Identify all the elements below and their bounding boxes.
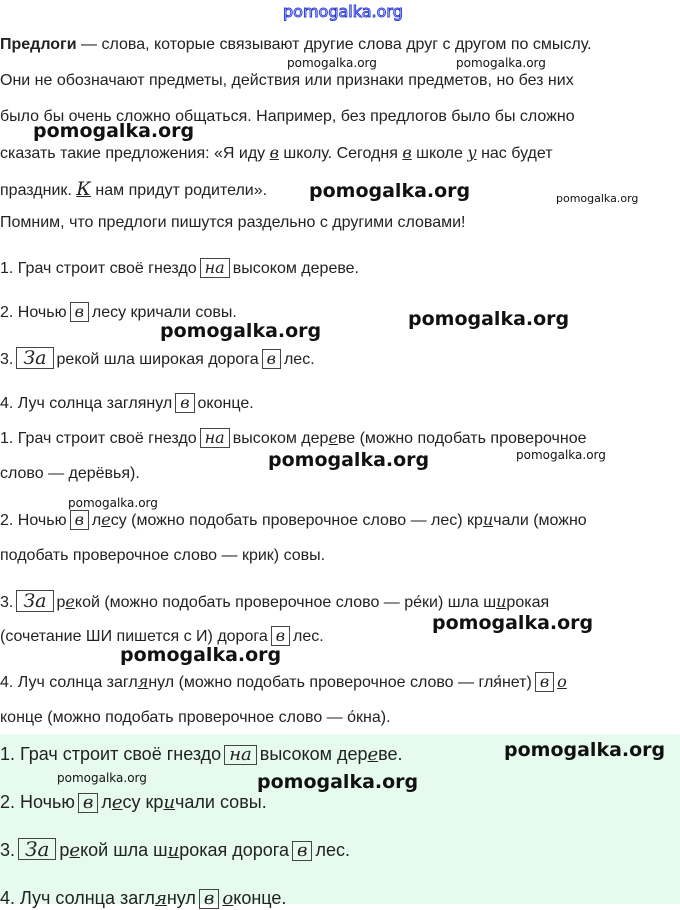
vowel: о [557, 672, 567, 691]
watermark: pomogalka.org [556, 192, 639, 205]
preposition-box: За [16, 347, 53, 369]
text: школу. Сегодня [278, 145, 403, 162]
watermark: pomogalka.org [257, 771, 419, 793]
watermark: pomogalka.org [68, 496, 158, 510]
text: 4. Луч солнца заглянул [0, 395, 173, 412]
text: 1. Грач строит своё гнездо [0, 260, 197, 277]
preposition: в [269, 143, 279, 162]
explained-sentence-1 [0, 427, 587, 450]
text: 4. Луч солнца загл [0, 888, 155, 908]
text: ве (можно подобать проверочное [337, 430, 587, 447]
text: лес. [293, 628, 324, 645]
preposition: в [402, 143, 412, 162]
preposition-box: в [78, 793, 98, 813]
explained-sentence-2-cont: подобать проверочное слово — крик) совы. [0, 547, 326, 564]
watermark: pomogalka.org [516, 448, 606, 462]
preposition: у [467, 143, 477, 162]
answer-sentence-3 [0, 838, 350, 862]
explained-sentence-1-cont: слово — дерёвья). [0, 465, 140, 482]
text: рекой шла широкая дорога [56, 351, 259, 368]
task-sentence-3 [0, 347, 315, 371]
text: праздник. [0, 182, 77, 199]
task-sentence-4 [0, 393, 254, 415]
text: чали (можно [493, 512, 587, 529]
text: 1. Грач строит своё гнездо [0, 430, 197, 447]
text: высоком дереве. [232, 260, 359, 277]
text: рокая дорога [179, 840, 289, 860]
watermark: pomogalka.org [57, 771, 147, 785]
intro-line-2: Они не обозначают предметы, действия или признаки предметов, но без них [0, 72, 574, 89]
text: 3. [0, 840, 16, 860]
text: нул [166, 888, 196, 908]
text: нас будет [476, 145, 553, 162]
text: школе [411, 145, 468, 162]
watermark: pomogalka.org [456, 56, 546, 70]
text: су (можно подобать проверочное слово — лес) кр [110, 512, 483, 529]
vowel: и [496, 592, 507, 611]
text: лес. [283, 351, 315, 368]
watermark: pomogalka.org [309, 180, 471, 202]
text: (сочетание ШИ пишется с И) дорога [0, 628, 268, 645]
preposition-box: в [271, 626, 290, 646]
watermark: pomogalka.org [432, 612, 594, 634]
text: су кр [122, 792, 164, 812]
vowel: я [137, 672, 149, 691]
preposition-box: в [175, 393, 194, 413]
text: 3. [0, 594, 14, 611]
vowel: о [222, 888, 234, 909]
preposition-box: в [292, 841, 312, 861]
preposition-box: в [70, 510, 89, 530]
preposition-box: в [199, 889, 219, 909]
preposition-box: на [224, 745, 257, 765]
answer-sentence-1 [0, 743, 403, 766]
watermark: pomogalka.org [33, 120, 195, 142]
vowel: и [482, 510, 494, 529]
answer-sentence-2 [0, 791, 267, 814]
vowel: е [111, 792, 123, 813]
text: высоком дер [232, 430, 329, 447]
explained-sentence-3 [0, 590, 549, 614]
intro-line-5 [0, 178, 680, 202]
text: чали совы. [175, 792, 267, 812]
text: 2. Ночью [0, 304, 67, 321]
explained-sentence-4 [0, 671, 567, 694]
watermark: pomogalka.org [504, 739, 666, 761]
text: лесу кричали совы. [91, 304, 237, 321]
text: высоком дер [259, 744, 368, 764]
text: 1. Грач строит своё гнездо [0, 744, 222, 764]
watermark: pomogalka.org [268, 449, 430, 471]
watermark: pomogalka.org [120, 644, 282, 666]
preposition-box: в [535, 672, 554, 692]
intro-line-6: Помним, что предлоги пишутся раздельно с другими словами! [0, 214, 466, 231]
text: л [101, 792, 112, 812]
task-sentence-2 [0, 302, 237, 324]
text: 3. [0, 351, 14, 368]
vowel: е [65, 592, 75, 611]
text: конце. [233, 888, 287, 908]
watermark: pomogalka.org [408, 308, 570, 330]
preposition-box: За [18, 838, 56, 860]
text: нул (можно подобать проверочное слово — гля́нет) [148, 674, 532, 691]
vowel: е [69, 840, 81, 861]
vowel: е [101, 510, 111, 529]
intro-line-4 [0, 142, 680, 165]
preposition-box: на [200, 428, 230, 448]
text: кой шла ш [80, 840, 168, 860]
text: кой (можно подобать проверочное слово — ре́ки) шла ш [74, 594, 497, 611]
text: ве. [378, 744, 403, 764]
preposition-box: За [16, 590, 53, 612]
text: л [91, 512, 102, 529]
vowel: е [328, 428, 338, 447]
watermark: pomogalka.org [160, 320, 322, 342]
watermark-top: pomogalka.org [283, 2, 403, 21]
preposition-box: на [200, 258, 230, 278]
explained-sentence-4-cont: конце (можно подобать проверочное слово — о́кна). [0, 709, 391, 726]
intro-title: Предлоги [0, 36, 77, 53]
intro-line-1 [0, 34, 680, 56]
text: оконце. [197, 395, 254, 412]
text: рокая [506, 594, 550, 611]
explained-sentence-2 [0, 509, 587, 532]
vowel: я [154, 888, 167, 909]
text: р [56, 594, 66, 611]
text: нам придут родители». [90, 182, 268, 199]
text: лес. [315, 840, 350, 860]
text: сказать такие предложения: «Я иду [0, 145, 270, 162]
text: 2. Ночью [0, 512, 67, 529]
preposition-box: в [262, 349, 281, 369]
preposition: К [76, 178, 91, 200]
explained-sentence-3-cont [0, 626, 324, 648]
preposition-box: в [70, 302, 89, 322]
intro-text: — слова, которые связывают другие слова друг с другом по смыслу. [76, 36, 592, 53]
answer-sentence-4 [0, 887, 286, 910]
text: 4. Луч солнца загл [0, 674, 138, 691]
text: 2. Ночью [0, 792, 75, 812]
task-sentence-1 [0, 258, 359, 280]
vowel: е [367, 744, 379, 765]
vowel: и [163, 792, 176, 813]
watermark: pomogalka.org [287, 56, 377, 70]
text: р [59, 840, 70, 860]
vowel: и [167, 840, 180, 861]
intro-line-3: было бы очень сложно общаться. Например, без предлогов было бы сложно [0, 108, 575, 125]
